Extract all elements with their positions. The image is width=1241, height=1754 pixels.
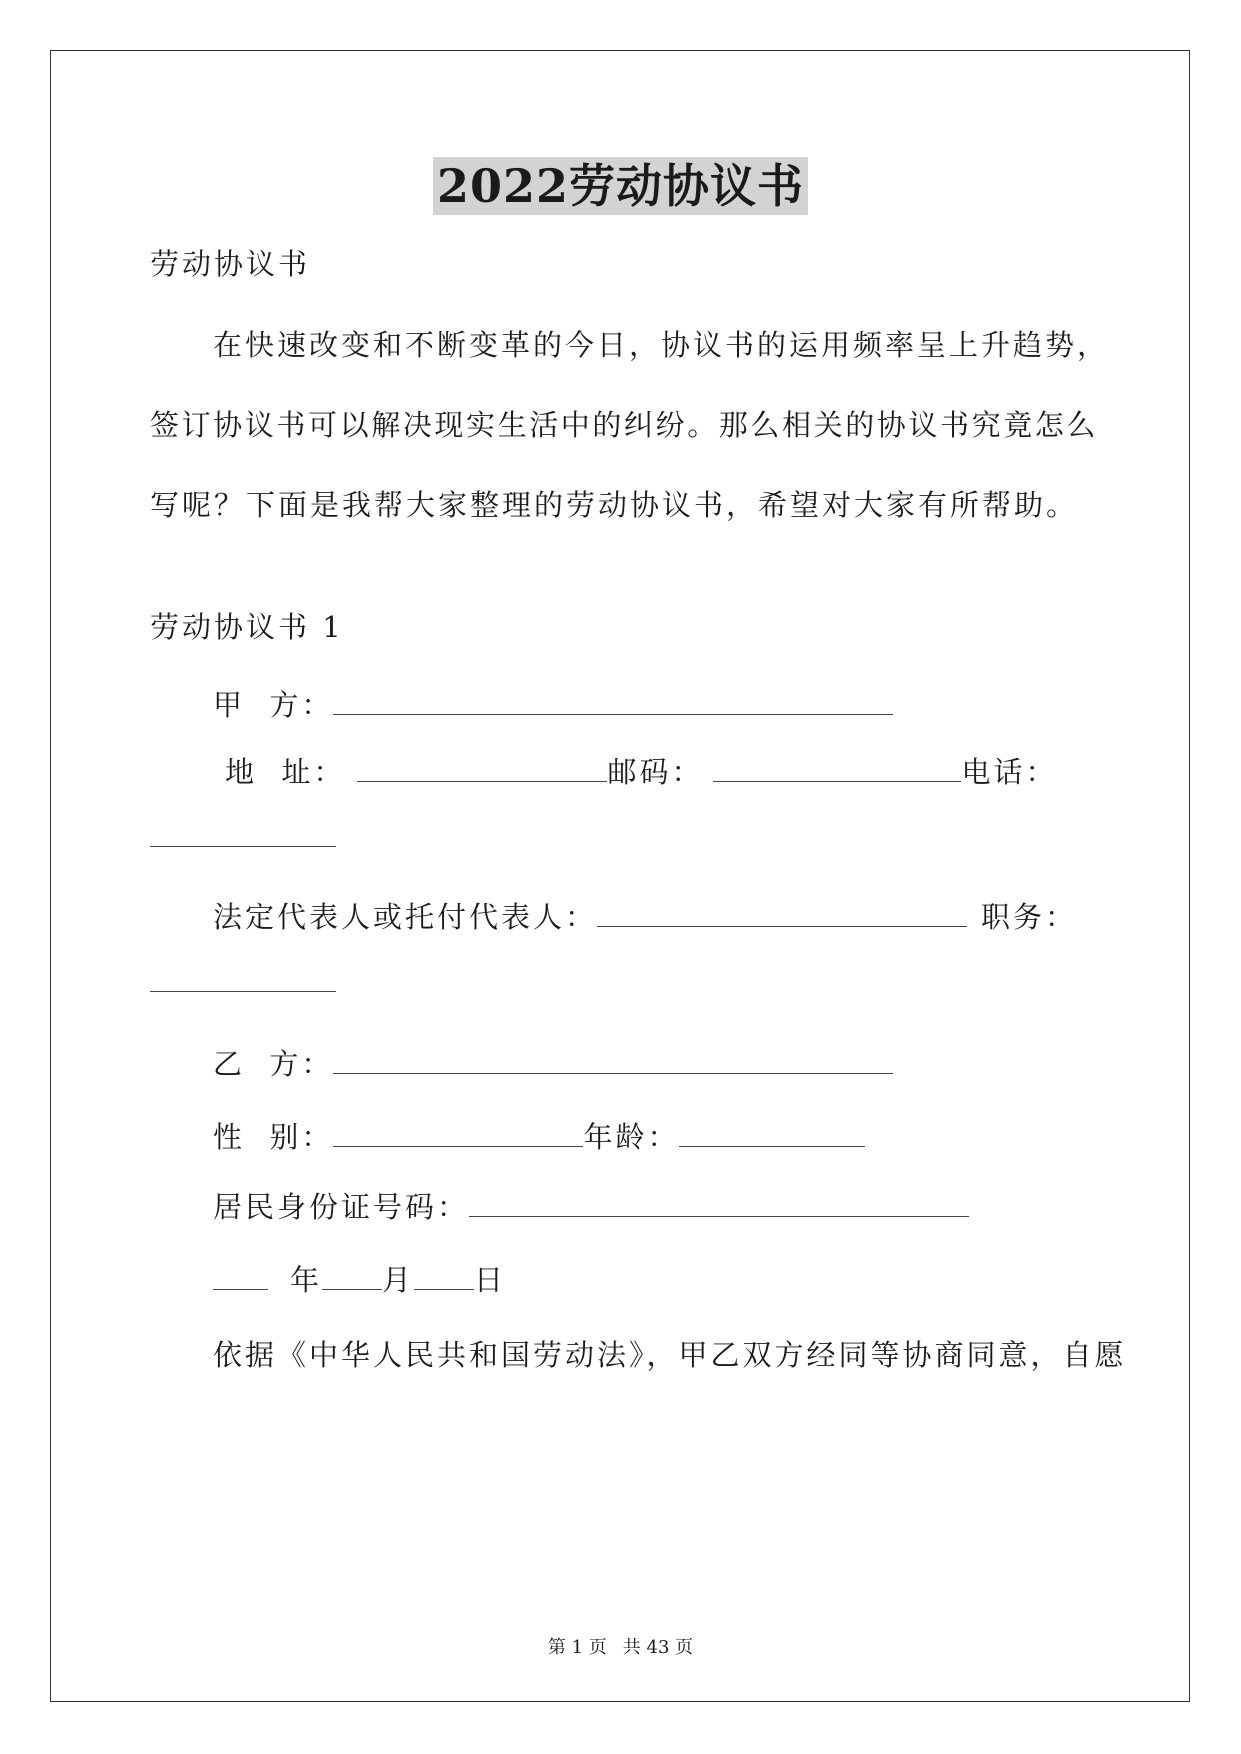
party-a-field[interactable] [333, 692, 893, 715]
day-label: 日 [474, 1263, 507, 1297]
gender-row [213, 1115, 865, 1156]
id-label: 居民身份证号码： [213, 1190, 470, 1224]
day-field[interactable] [414, 1267, 474, 1290]
id-field[interactable] [469, 1194, 969, 1217]
phone-label: 电话： [961, 755, 1058, 789]
page-total: 共 43 页 [622, 1637, 694, 1658]
address-label: 地 址： [225, 755, 346, 789]
year-label: 年 [290, 1263, 323, 1297]
party-a-row [213, 683, 893, 724]
month-label: 月 [382, 1263, 415, 1297]
month-field[interactable] [322, 1267, 382, 1290]
address-field[interactable] [357, 759, 607, 782]
legal-rep-field[interactable] [597, 904, 967, 927]
party-b-field[interactable] [333, 1051, 893, 1074]
phone-row [150, 820, 336, 854]
position-row [150, 965, 336, 999]
document-title [0, 150, 1241, 216]
id-row [213, 1185, 969, 1226]
page-footer [0, 1633, 1241, 1659]
title-text: 2022劳动协议书 [433, 157, 808, 215]
party-b-label: 乙 方： [213, 1047, 334, 1081]
age-label: 年龄： [583, 1120, 680, 1154]
age-field[interactable] [679, 1124, 865, 1147]
intro-line-3: 写呢？下面是我帮大家整理的劳动协议书，希望对大家有所帮助。 [150, 488, 1079, 522]
position-field[interactable] [150, 969, 336, 992]
section-title: 劳动协议书 1 [150, 610, 344, 644]
party-a-label: 甲 方： [213, 688, 334, 722]
intro-line-2: 签订协议书可以解决现实生活中的纠纷。那么相关的协议书究竟怎么 [150, 408, 1099, 442]
position-label: 职务： [981, 900, 1078, 934]
page-number: 第 1 页 [547, 1637, 607, 1658]
subtitle: 劳动协议书 [150, 247, 311, 281]
legal-rep-row [213, 895, 1077, 936]
gender-label: 性 别： [213, 1120, 334, 1154]
party-b-row [213, 1042, 893, 1083]
address-row [225, 750, 1057, 791]
postcode-field[interactable] [713, 759, 961, 782]
gender-field[interactable] [333, 1124, 583, 1147]
legal-rep-label: 法定代表人或托付代表人： [213, 900, 598, 934]
date-row [213, 1258, 506, 1299]
closing-line: 依据《中华人民共和国劳动法》，甲乙双方经同等协商同意，自愿 [213, 1338, 1127, 1372]
postcode-label: 邮码： [607, 755, 704, 789]
page-border [50, 50, 1190, 1702]
phone-field[interactable] [150, 824, 336, 847]
intro-line-1: 在快速改变和不断变革的今日，协议书的运用频率呈上升趋势， [213, 328, 1110, 362]
year-field[interactable] [213, 1267, 268, 1290]
